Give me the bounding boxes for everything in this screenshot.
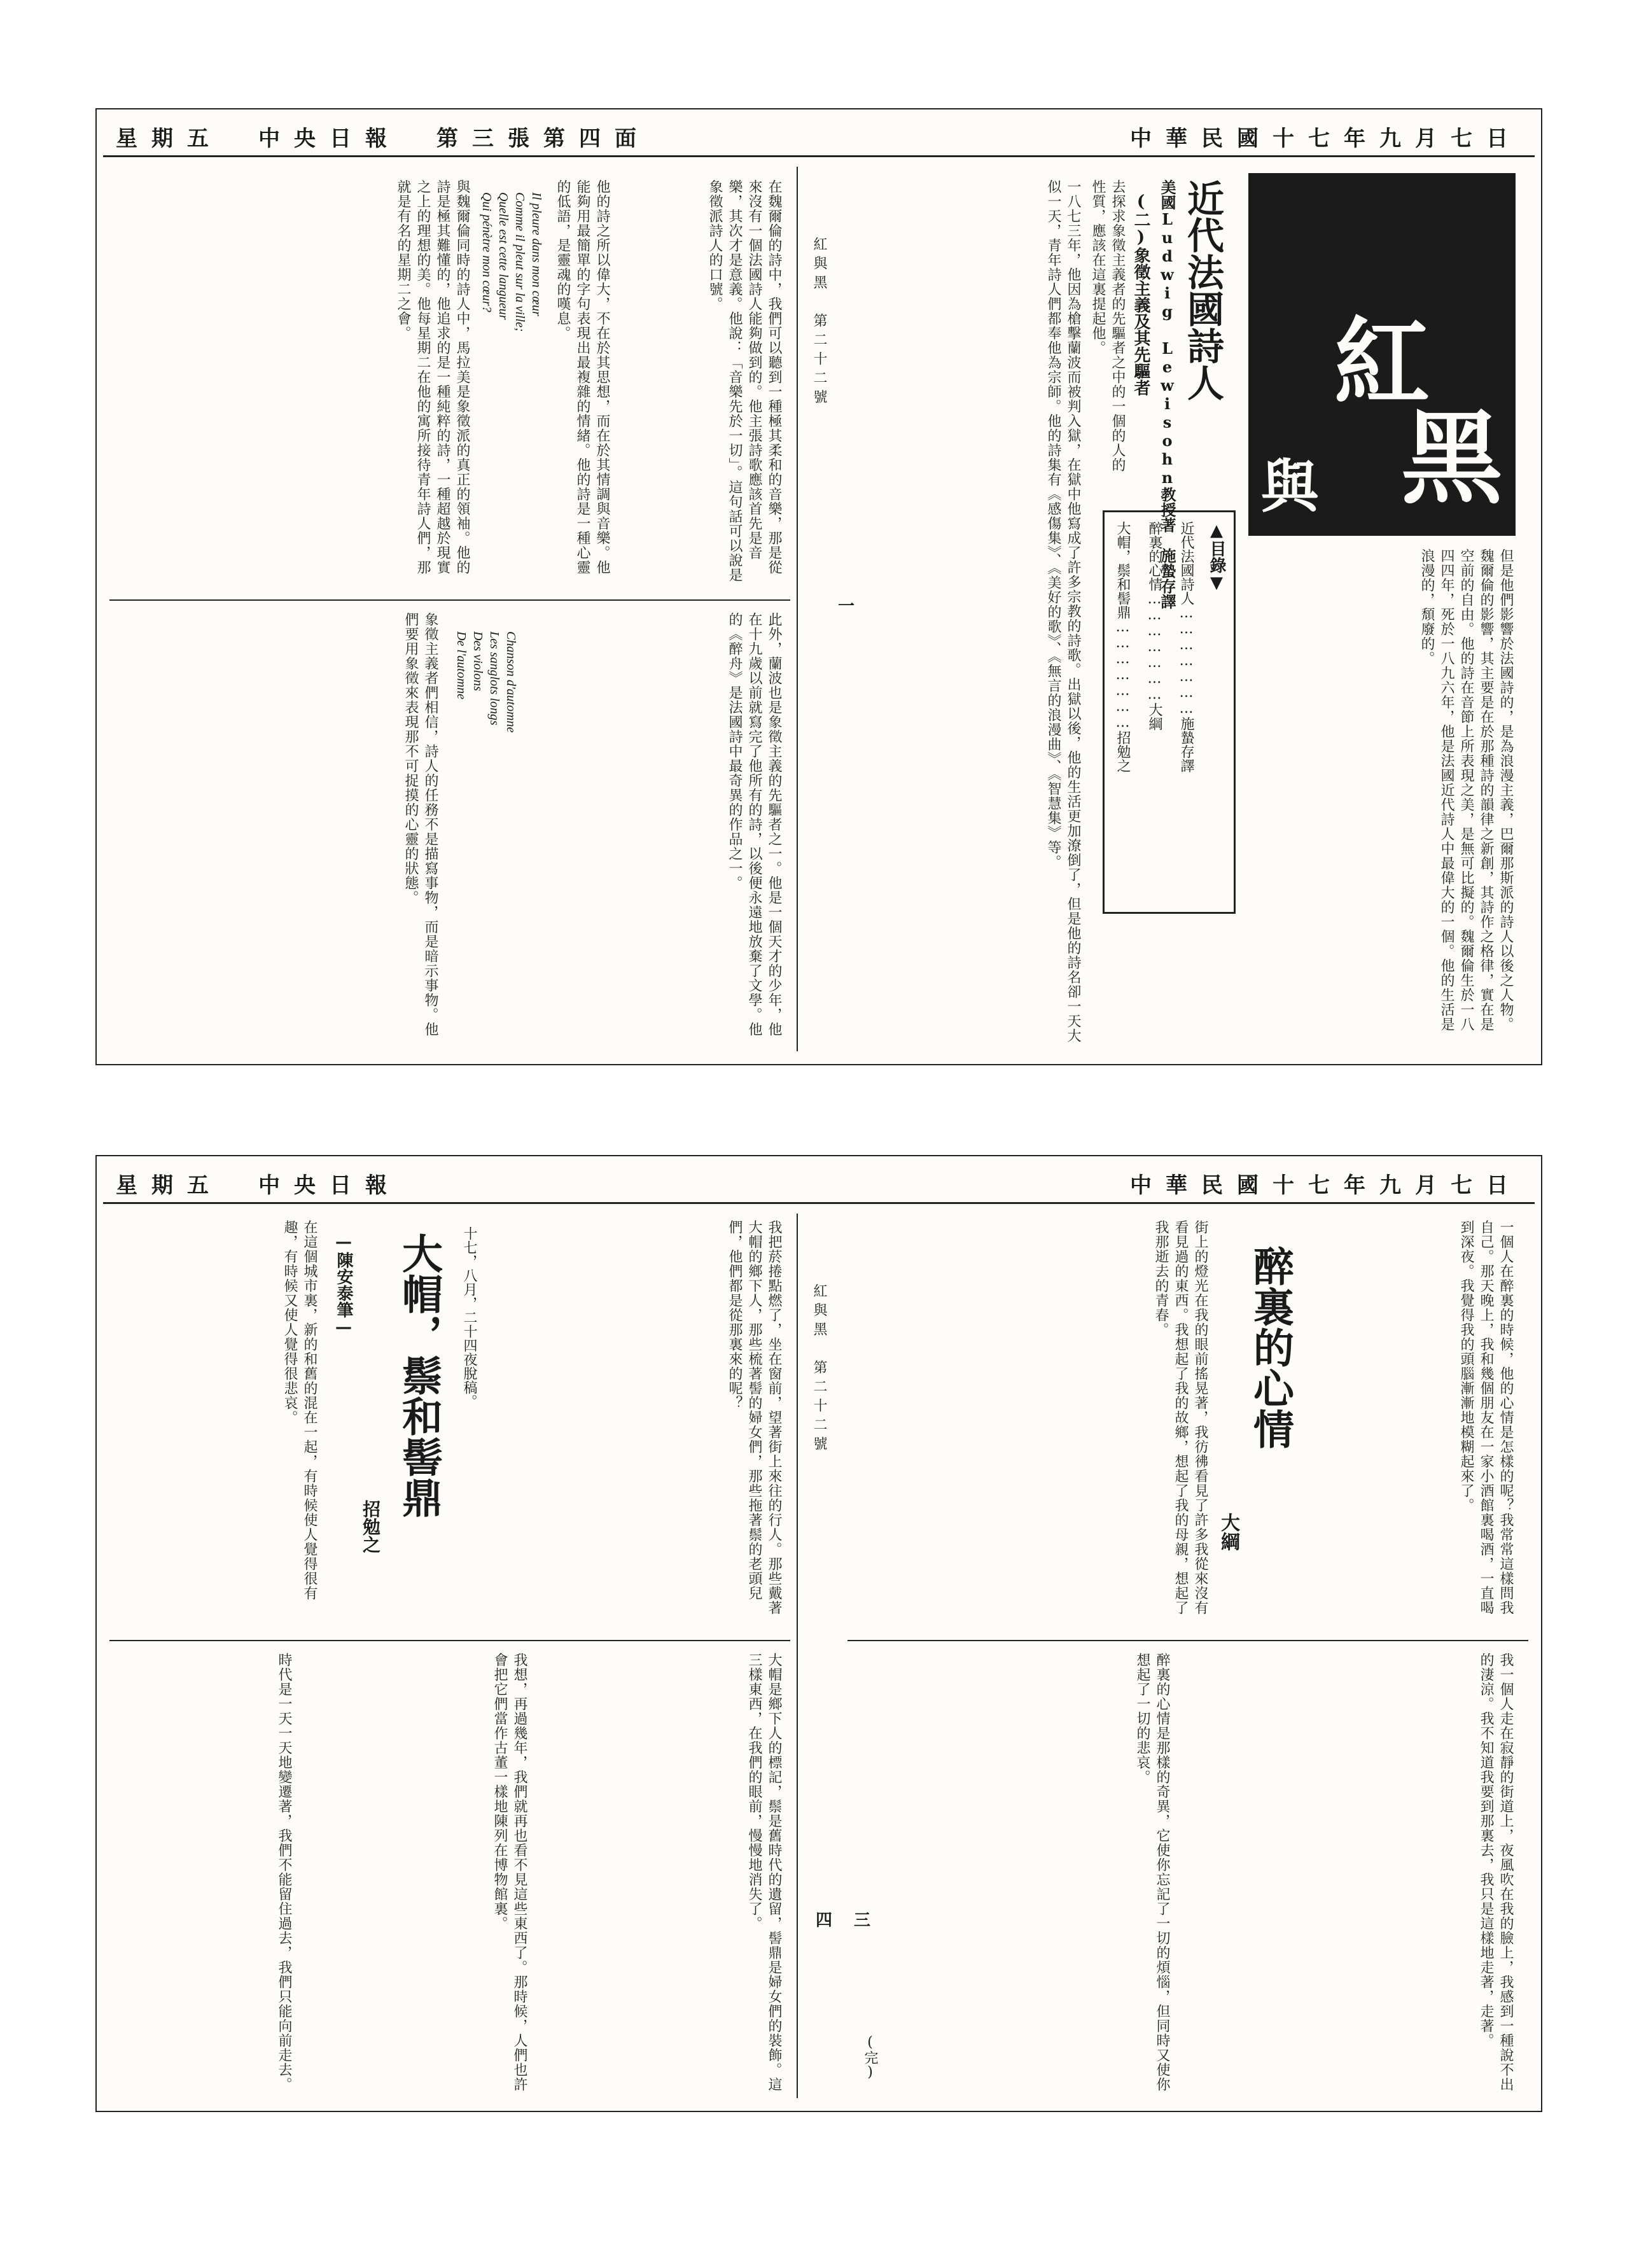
article3-text4: 我想，再過幾年，我們就再也看不見這些東西了。那時候，人們也許會把它們當作古董一樣地陳列在博物館裏。 bbox=[492, 1653, 527, 2092]
article1-col3: 在魏爾倫的詩中，我們可以聽到一種極其柔和的音樂，那是從來沒有一個法國詩人能夠做到的。他主張詩歌應該首先是音樂，其次才是意義。他說：「音樂先於一切」。這句話可以說是象徵派詩人的口號。 bbox=[707, 179, 782, 582]
left-page-divider bbox=[109, 599, 790, 601]
top-sheet bbox=[95, 108, 1542, 1065]
article1-col5: 與魏爾倫同時的詩人中，馬拉美是象徵派的真正的領袖。他的詩是極其難懂的，他追求的是一種純粹的詩，一種超越於現實之上的理想的美。他每星期二在他的寓所接待青年詩人們，那就是有名的星期二之會。 bbox=[395, 179, 470, 575]
article3-title: 大帽，鬃和髻鼎 bbox=[395, 1233, 443, 1518]
page-number-bottom-left: 四 bbox=[816, 1911, 833, 1930]
page-number-bottom-right: 三 bbox=[854, 1911, 871, 1930]
article3-text1: 我把菸捲點燃了，坐在窗前，望著街上來往的行人。那些戴著大帽的鄉下人，那些梳著髻的婦女們，那些拖著鬃的老頭兒們，他們都是從那裏來的呢？ bbox=[727, 1220, 782, 1615]
article1-byline: 美國Ludwig Lewisohn教授著 施蟄存譯 bbox=[1158, 179, 1176, 609]
center-fold-top bbox=[797, 167, 798, 1051]
right-page-divider-lower bbox=[847, 1640, 1528, 1641]
article3-text3: 大帽是鄉下人的標記，鬃是舊時代的遺留，髻鼎是婦女們的裝飾。這三樣東西，在我們的眼前，慢慢地消失了。 bbox=[746, 1653, 782, 2092]
article2-text4: 醉裏的心情是那樣的奇異，它使你忘記了一切的煩惱，但同時又使你想起了一切的悲哀。 bbox=[1134, 1653, 1170, 2092]
article1-intro: 去探求象徵主義者的先驅者之中的一個的人的性質，應該在這裏提起他。 bbox=[1090, 179, 1126, 472]
article1-col4: 他的詩之所以偉大，不在於其思想，而在於其情調與音樂。他能夠用最簡單的字句表現出最複雜的情緒。他的詩是一種心靈的低語，是靈魂的嘆息。 bbox=[555, 179, 610, 575]
toc-item-3[interactable]: 大帽，鬃和髻鼎…………………招勉之 bbox=[1115, 521, 1131, 773]
left-page-divider-lower bbox=[109, 1640, 790, 1641]
article1-subtitle: (二)象徵主義及其先驅者 bbox=[1131, 192, 1150, 396]
header-rule bbox=[103, 155, 1535, 157]
toc-title: ▲目錄▼ bbox=[1207, 521, 1226, 592]
quote-fr-line-4: Qui pénètre mon cœur? bbox=[480, 192, 494, 312]
article3-text5: 時代是一天一天地變遷著，我們不能留住過去，我們只能向前走去。 bbox=[276, 1653, 292, 2092]
quote-fr2-line-3: Des violons bbox=[471, 631, 485, 691]
article1-col6: 此外，蘭波也是象徵主義的先驅者之一。他是一個天才的少年，他在十九歲以前就寫完了他所有的詩，以後便永遠地放棄了文學。他的《醉舟》是法國詩中最奇異的作品之一。 bbox=[727, 612, 782, 1037]
article3-byline: 招勉之 bbox=[360, 1500, 381, 1553]
quote-fr-line-1: Il pleure dans mon cœur bbox=[529, 192, 543, 316]
article2-byline: 大綱 bbox=[1217, 1513, 1239, 1551]
article3-date-line: 十七，八月，二十四夜脫稿。 bbox=[461, 1226, 477, 1408]
toc-item-1[interactable]: 近代法國詩人…………………施蟄存譯 bbox=[1178, 521, 1194, 773]
masthead-char-1: 紅 bbox=[1334, 307, 1430, 419]
header-date-right: 中華民國十七年九月七日 bbox=[1130, 126, 1522, 151]
article3-author-line: —陳安泰筆— bbox=[334, 1233, 353, 1337]
article2-end: (完) bbox=[862, 2034, 878, 2080]
masthead-char-3: 黑 bbox=[1400, 398, 1503, 518]
masthead-char-2: 與 bbox=[1261, 453, 1318, 521]
quote-fr-line-2: Comme il pleut sur la ville; bbox=[513, 192, 527, 332]
page-number-top-center: 一 bbox=[838, 597, 855, 616]
article2-text3: 我一個人走在寂靜的街道上，夜風吹在我的臉上，我感到一種說不出的淒涼。我不知道我要到那裏去，我只是這樣地走著，走著。 bbox=[1478, 1653, 1514, 2092]
quote-fr2-line-2: Les sanglots longs bbox=[487, 631, 501, 725]
quote-fr2-line-4: De l'automne bbox=[454, 631, 468, 700]
gutter-label-bottom: 紅與黑 第二十二號 bbox=[811, 1284, 827, 1455]
article1-title: 近代法國詩人 bbox=[1181, 179, 1224, 401]
article2-text2: 街上的燈光在我的眼前搖晃著，我彷彿看見了許多我從來沒有看見過的東西。我想起了我的故鄉，想起了我的母親，想起了我那逝去的青春。 bbox=[1153, 1220, 1208, 1615]
article2-title: 醉裏的心情 bbox=[1246, 1245, 1294, 1449]
header-left: 星期五 中央日報 第三張第四面 bbox=[116, 126, 650, 151]
article1-quote-fr-2 bbox=[453, 631, 519, 732]
center-fold-bottom bbox=[797, 1214, 798, 2098]
header-left-lower: 星期五 中央日報 bbox=[116, 1173, 401, 1198]
article2-text1: 一個人在醉裏的時候，他的心情是怎樣的呢？我常常這樣問我自己。那天晚上，我和幾個朋友在一家小酒館裏喝酒，一直喝到深夜。我覺得我的頭腦漸漸地模糊起來了。 bbox=[1458, 1220, 1514, 1615]
article1-col1: 但是他們影響於法國詩的，是為浪漫主義，巴爾那斯派的詩人以後之人物。魏爾倫的影響，其主要是在於那種詩的韻律之新創，其詩作之格律，實在是空前的自由。他的詩在音節上所表現之美，是無可比擬的。魏爾倫生於一八四四年，死於一八九六年，他是法國近代詩人中最偉大的一個。他的生活是浪漫的，頹廢的。 bbox=[1419, 549, 1514, 1032]
article1-col2: 一八七三年，他因為槍擊蘭波而被判入獄，在獄中他寫成了許多宗教的詩歌。出獄以後，他的生活更加潦倒了，但是他的詩名卻一天大似一天，青年詩人們都奉他為宗師。他的詩集有《感傷集》、《美好的歌》、《無言的浪漫曲》、《智慧集》等。 bbox=[1045, 179, 1081, 1043]
masthead-sub bbox=[1248, 173, 1516, 536]
quote-fr2-line-1: Chanson d'automne bbox=[504, 631, 518, 733]
gutter-label-top: 紅與黑 第二十二號 bbox=[811, 237, 827, 409]
article1-col7: 象徵主義者們相信，詩人的任務不是描寫事物，而是暗示事物。他們要用象徵來表現那不可捉摸的心靈的狀態。 bbox=[403, 612, 438, 1037]
bottom-sheet bbox=[95, 1155, 1542, 2112]
article3-text2: 在這個城市裏，新的和舊的混在一起，有時候使人覺得很有趣，有時候又使人覺得很悲哀。 bbox=[282, 1220, 317, 1600]
header-date-right-lower: 中華民國十七年九月七日 bbox=[1130, 1173, 1522, 1198]
header-rule-lower bbox=[103, 1202, 1535, 1204]
quote-fr-line-3: Quelle est cette langueur bbox=[496, 192, 510, 320]
toc-item-2[interactable]: 醉裏的心情…………………大綱 bbox=[1147, 521, 1162, 731]
